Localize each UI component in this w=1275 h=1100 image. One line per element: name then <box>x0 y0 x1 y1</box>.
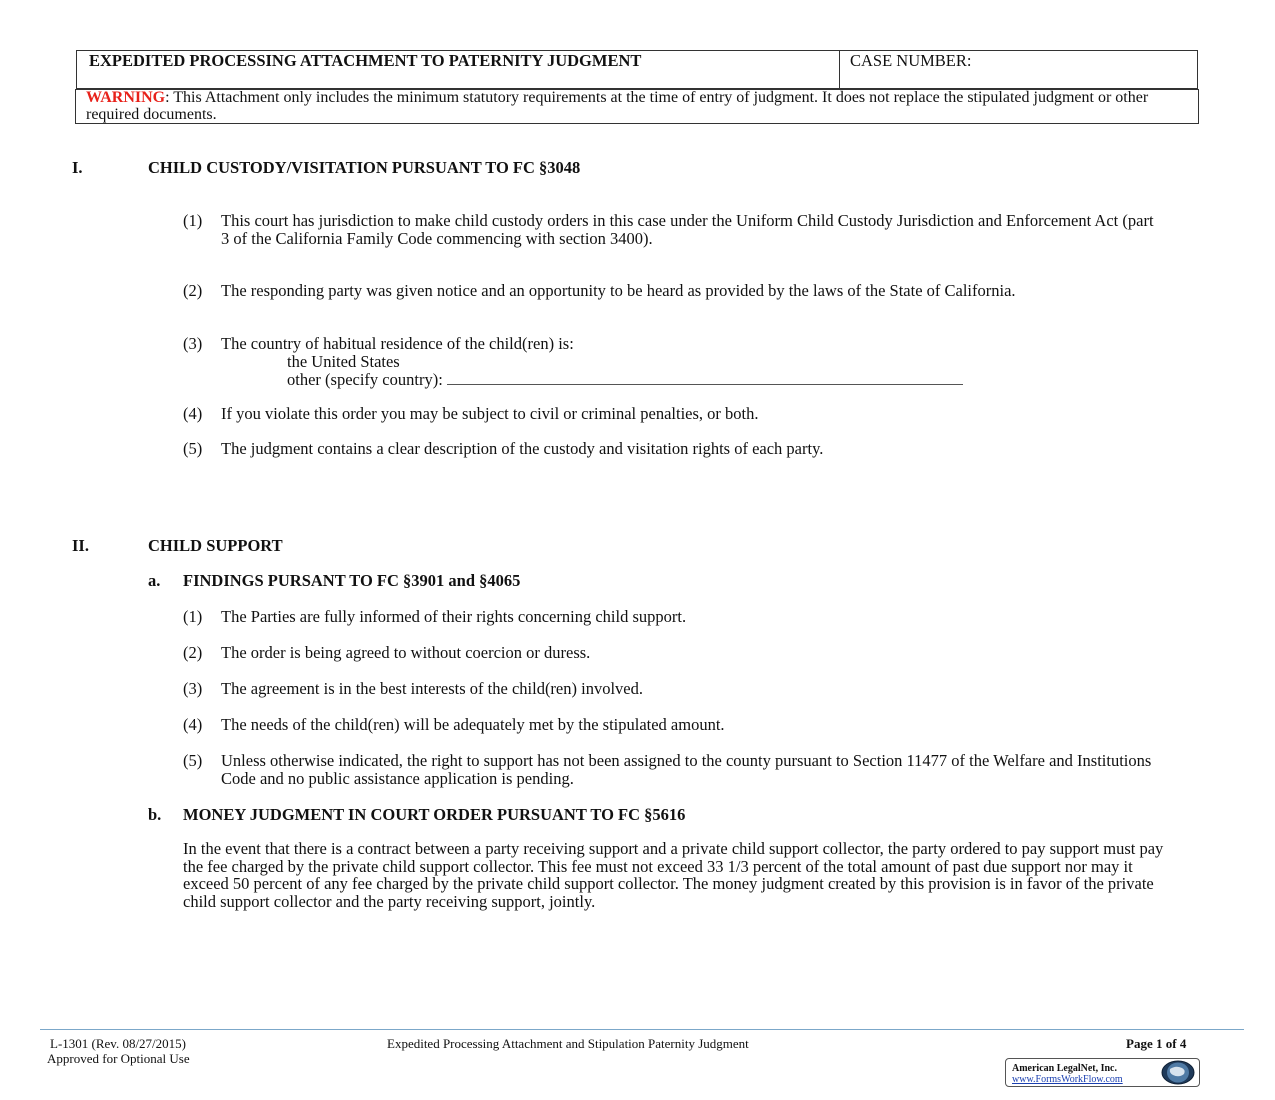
item-number: (5) <box>183 751 203 770</box>
case-number-field[interactable]: CASE NUMBER: <box>850 51 972 70</box>
header-table <box>76 50 1198 90</box>
page-current: 1 <box>1155 1036 1163 1051</box>
item-text: This court has jurisdiction to make child custody orders in this case under the Uniform Child Custody Jurisdiction and Enforcement Act (part 3 of the California Family Code commencing with section 3400). <box>221 211 1154 248</box>
logo-url-link[interactable]: www.FormsWorkFlow.com <box>1012 1074 1123 1085</box>
custody-item-2 <box>183 282 1163 300</box>
item-text: Unless otherwise indicated, the right to support has not been assigned to the county pursuant to Section 11477 of the Welfare and Institutions Code and no public assistance application is pending. <box>221 751 1152 788</box>
item-number: (1) <box>183 211 203 230</box>
item-text: The Parties are fully informed of their rights concerning child support. <box>221 607 687 626</box>
subsection-a-title: FINDINGS PURSANT TO FC §3901 and §4065 <box>183 571 521 590</box>
item-number: (2) <box>183 643 203 662</box>
item-number: (3) <box>183 679 203 698</box>
subsection-b-title: MONEY JUDGMENT IN COURT ORDER PURSUANT TO FC §5616 <box>183 805 686 824</box>
findings-item-2 <box>183 644 1163 662</box>
item-number: (5) <box>183 439 203 458</box>
item-text: If you violate this order you may be subject to civil or criminal penalties, or both. <box>221 404 759 423</box>
residence-other-label: other (specify country): <box>287 370 443 389</box>
custody-item-3 <box>183 335 1163 353</box>
warning-text: : This Attachment only includes the minimum statutory requirements at the time of entry of judgment. It does not replace the stipulated judgment or other required documents. <box>86 89 1149 123</box>
footer-divider <box>40 1029 1244 1030</box>
item-text: The judgment contains a clear description of the custody and visitation rights of each party. <box>221 439 824 458</box>
item-number: (4) <box>183 404 203 423</box>
custody-item-1 <box>183 212 1163 247</box>
item-number: (2) <box>183 281 203 300</box>
logo-company: American LegalNet, Inc. <box>1012 1063 1117 1074</box>
findings-item-5 <box>183 752 1163 787</box>
country-input-line[interactable] <box>447 371 963 385</box>
item-number: (1) <box>183 607 203 626</box>
section-2-title: CHILD SUPPORT <box>148 536 283 555</box>
item-number: (3) <box>183 334 203 353</box>
subsection-b-letter: b. <box>148 805 162 824</box>
approval-text: Approved for Optional Use <box>47 1051 190 1066</box>
item-text: The responding party was given notice and an opportunity to be heard as provided by the laws of the State of California. <box>221 281 1016 300</box>
page-indicator <box>1126 1036 1186 1052</box>
header-row <box>77 51 1197 89</box>
page-of: of <box>1165 1036 1177 1051</box>
publisher-logo[interactable] <box>1005 1058 1200 1087</box>
findings-item-1 <box>183 608 1163 626</box>
footer-form-info <box>47 1036 190 1066</box>
findings-item-4 <box>183 716 1163 734</box>
item-text: The order is being agreed to without coercion or duress. <box>221 643 591 662</box>
page-label: Page <box>1126 1036 1153 1051</box>
findings-item-3 <box>183 680 1163 698</box>
warning-label: WARNING <box>86 89 166 106</box>
residence-option-us[interactable]: the United States <box>287 352 400 371</box>
item-text: The needs of the child(ren) will be adequately met by the stipulated amount. <box>221 715 725 734</box>
custody-item-4 <box>183 405 1163 423</box>
footer-title: Expedited Processing Attachment and Stipulation Paternity Judgment <box>387 1036 749 1051</box>
page-total: 4 <box>1179 1036 1187 1051</box>
section-1-title: CHILD CUSTODY/VISITATION PURSUANT TO FC §3048 <box>148 158 581 177</box>
residence-option-other[interactable] <box>287 370 963 390</box>
custody-item-5 <box>183 440 1163 458</box>
money-judgment-paragraph: In the event that there is a contract between a party receiving support and a private child support collector, the party ordered to pay support must pay the fee charged by the private child support collector. This fee must not exceed 33 1/3 percent of the total amount of past due support nor may it exceed 50 percent of any fee charged by the private child support collector. The money judgment created by this provision is in favor of the private child support collector and the party receiving support, jointly. <box>183 839 1164 911</box>
section-2-number: II. <box>72 536 89 555</box>
subsection-a-letter: a. <box>148 571 161 590</box>
item-number: (4) <box>183 715 203 734</box>
item-text: The agreement is in the best interests of the child(ren) involved. <box>221 679 643 698</box>
form-title: EXPEDITED PROCESSING ATTACHMENT TO PATERNITY JUDGMENT <box>77 51 840 88</box>
globe-icon <box>1160 1060 1196 1085</box>
section-1-number: I. <box>72 158 83 177</box>
item-text: The country of habitual residence of the child(ren) is: <box>221 334 574 353</box>
form-number: L-1301 (Rev. 08/27/2015) <box>50 1036 186 1051</box>
warning-notice <box>75 89 1199 124</box>
